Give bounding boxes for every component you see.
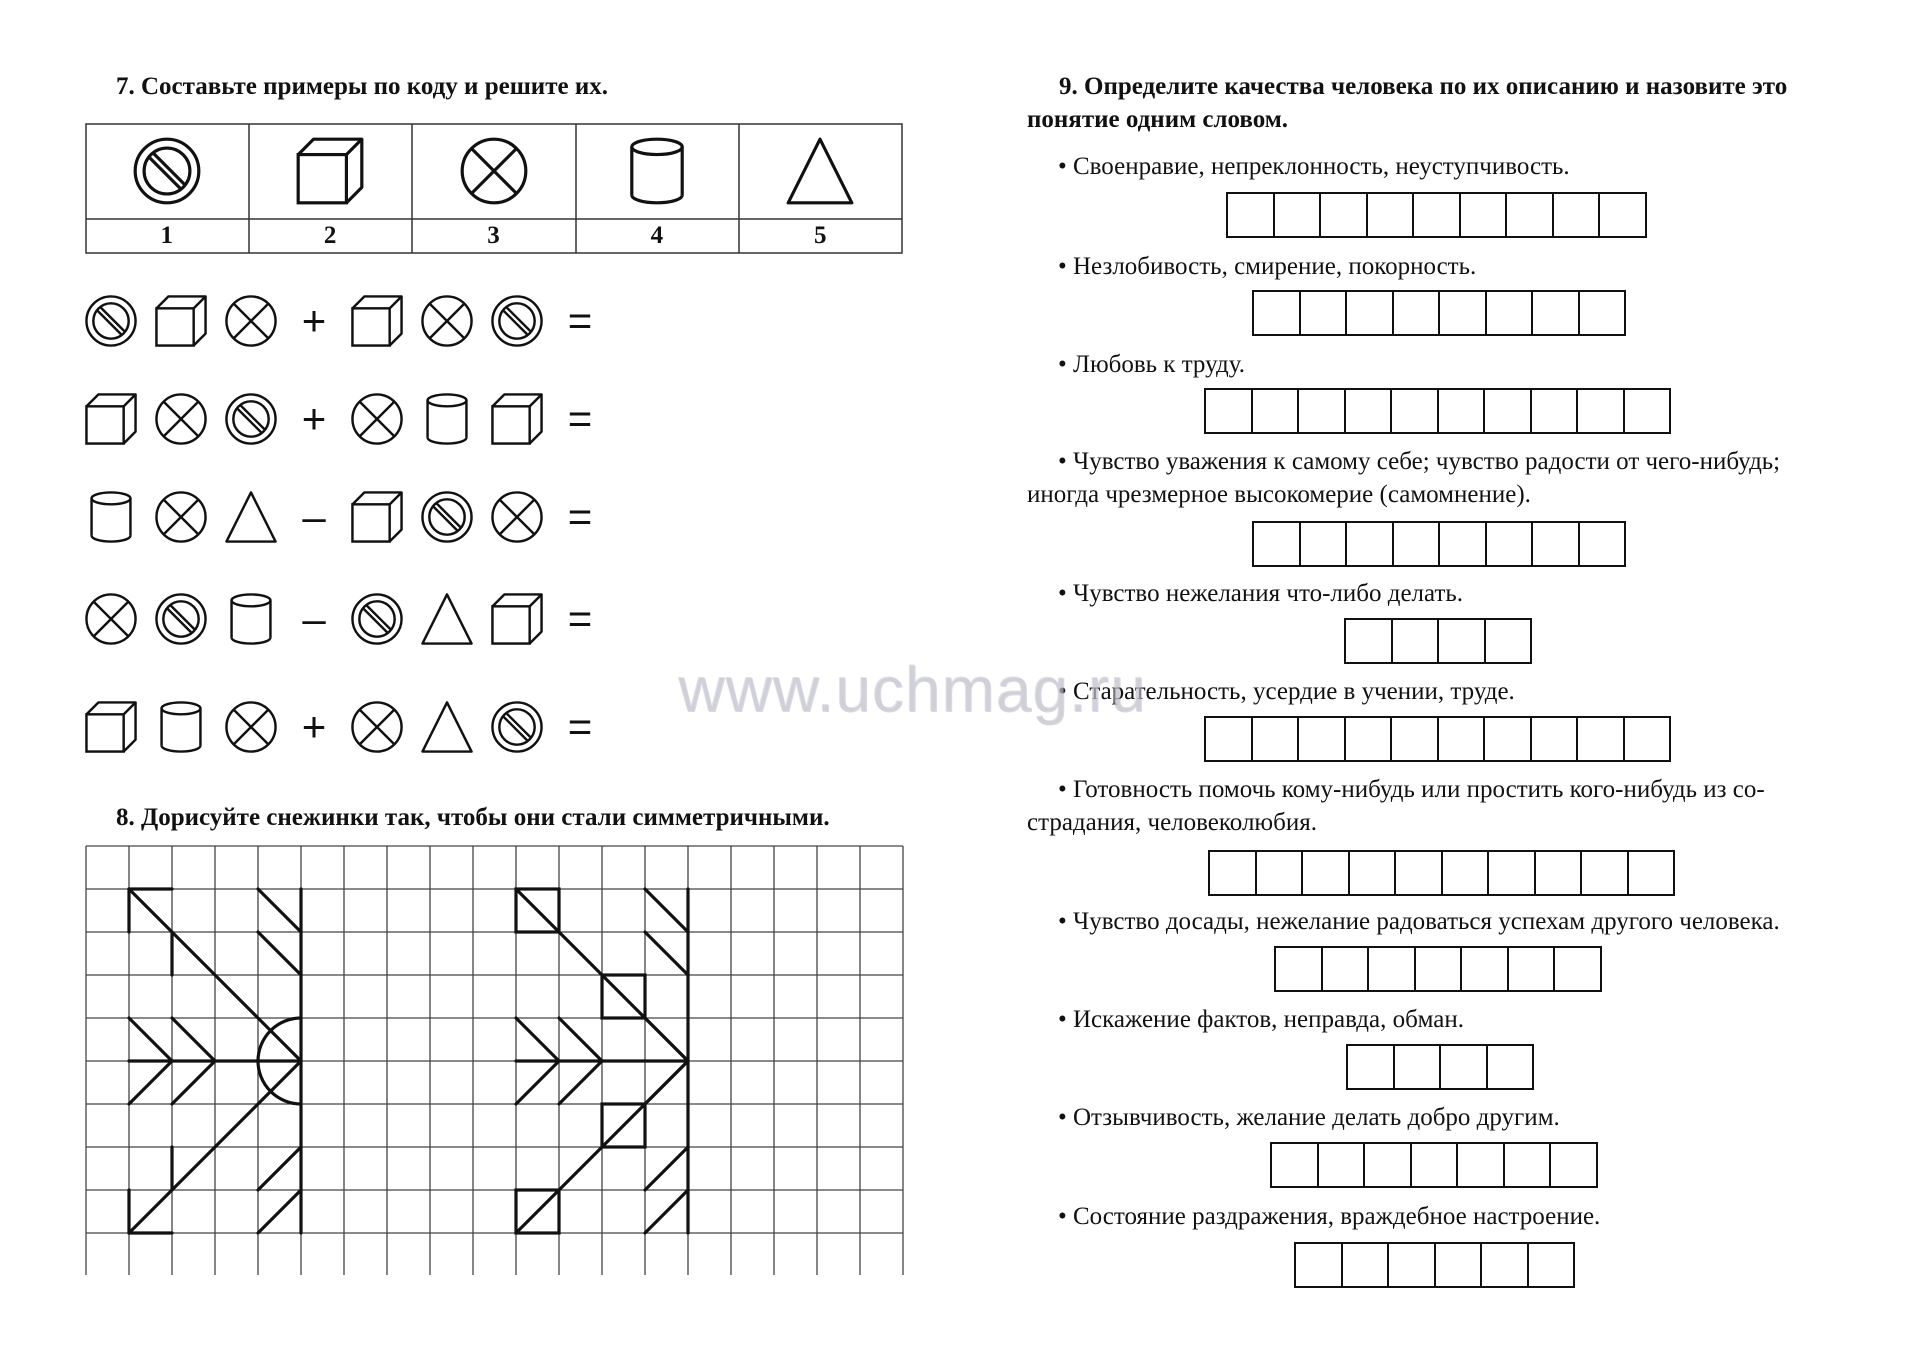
answer-cell[interactable] [1480,1242,1529,1288]
answer-cell[interactable] [1297,388,1346,434]
crossed-circle-icon [459,136,529,211]
equals-sign: = [567,595,593,642]
operator-sign: + [301,297,327,344]
example-row [84,592,644,652]
question-text: иногда чрезмерное высокомерие (самомнение). [1027,481,1531,508]
code-number: 4 [650,222,664,249]
answer-cell[interactable] [1627,850,1676,896]
answer-cell[interactable] [1251,388,1300,434]
answer-cell[interactable] [1391,618,1440,664]
question-text: • Отзывчивость, желание делать добро другим. [1058,1104,1560,1131]
answer-cells [1204,388,1671,434]
answer-cell[interactable] [1366,192,1415,238]
answer-cell[interactable] [1527,1242,1576,1288]
answer-cell[interactable] [1507,946,1556,992]
answer-cell[interactable] [1438,521,1487,567]
answer-cell[interactable] [1549,1142,1598,1188]
answer-cell[interactable] [1390,716,1439,762]
answer-cells [1252,290,1626,336]
cube-icon [295,136,365,211]
answer-cell[interactable] [1341,1242,1390,1288]
example-row [84,490,644,550]
answer-cell[interactable] [1485,290,1534,336]
answer-cell[interactable] [1321,946,1370,992]
answer-cell[interactable] [1204,716,1253,762]
answer-cell[interactable] [1387,1242,1436,1288]
answer-cells [1208,850,1675,896]
answer-cell[interactable] [1394,850,1443,896]
equals-sign: = [567,395,593,442]
answer-cell[interactable] [1483,388,1532,434]
answer-cells [1344,618,1532,664]
answer-cell[interactable] [1319,192,1368,238]
answer-cells [1204,716,1671,762]
question-text: • Готовность помочь кому-нибудь или простить кого-нибудь из со- [1058,776,1765,803]
answer-cells [1274,946,1602,992]
question-text: • Искажение фактов, неправда, обман. [1058,1006,1464,1033]
answer-cell[interactable] [1251,716,1300,762]
question-text: • Незлобивость, смирение, покорность. [1058,253,1477,280]
answer-cell[interactable] [1578,290,1627,336]
code-number: 3 [487,222,500,249]
answer-cell[interactable] [1580,850,1629,896]
code-number: 5 [814,222,827,249]
answer-cell[interactable] [1414,946,1463,992]
banned-circle-icon [132,136,202,211]
answer-cells [1252,521,1626,567]
answer-cell[interactable] [1392,521,1441,567]
operator-sign: – [302,493,326,540]
answer-cell[interactable] [1412,192,1461,238]
answer-cell[interactable] [1301,850,1350,896]
answer-cell[interactable] [1393,1044,1442,1090]
answer-cell[interactable] [1623,388,1672,434]
question-text: • Любовь к труду. [1058,351,1245,378]
answer-cell[interactable] [1392,290,1441,336]
answer-cell[interactable] [1531,290,1580,336]
code-number: 1 [160,222,173,249]
answer-cell[interactable] [1576,716,1625,762]
question-text: • Чувство нежелания что-либо делать. [1058,580,1464,607]
answer-cell[interactable] [1255,850,1304,896]
example-row [84,392,644,452]
answer-cell[interactable] [1437,716,1486,762]
operator-sign: – [302,595,326,642]
task9-title-line2: понятие одним словом. [1027,106,1289,133]
answer-cell[interactable] [1410,1142,1459,1188]
answer-cell[interactable] [1344,388,1393,434]
answer-cell[interactable] [1441,850,1490,896]
triangle-icon [785,136,855,211]
example-row [84,700,644,760]
question-text: • Состояние раздражения, враждебное настроение. [1058,1203,1601,1230]
answer-cell[interactable] [1530,716,1579,762]
snowflake-grid [85,845,905,1280]
answer-cell[interactable] [1344,618,1393,664]
equals-sign: = [567,297,593,344]
code-table [85,123,903,254]
task7-title: 7. Составьте примеры по коду и решите их. [116,73,608,100]
answer-cell[interactable] [1345,521,1394,567]
question-text: страдания, человеколюбия. [1027,809,1317,836]
equals-sign: = [567,493,593,540]
answer-cell[interactable] [1367,946,1416,992]
answer-cell[interactable] [1273,192,1322,238]
snowflake-drawing [85,845,905,1275]
operator-sign: + [301,703,327,750]
answer-cell[interactable] [1552,192,1601,238]
answer-cell[interactable] [1270,1142,1319,1188]
answer-cell[interactable] [1434,1242,1483,1288]
answer-cell[interactable] [1485,521,1534,567]
cylinder-icon [622,136,692,211]
question-text: • Чувство досады, нежелание радоваться успехам другого человека. [1058,908,1780,935]
answer-cell[interactable] [1252,521,1301,567]
question-text: • Своенравие, непреклонность, неуступчивость. [1058,153,1570,180]
question-text: • Старательность, усердие в учении, труде. [1058,678,1515,705]
answer-cell[interactable] [1346,1044,1395,1090]
task9-title-line1: 9. Определите качества человека по их описанию и назовите это [1059,73,1788,100]
answer-cell[interactable] [1345,290,1394,336]
answer-cells [1270,1142,1598,1188]
answer-cell[interactable] [1348,850,1397,896]
answer-cell[interactable] [1531,521,1580,567]
answer-cell[interactable] [1456,1142,1505,1188]
watermark: www.uchmag.ru [678,653,1147,725]
answer-cell[interactable] [1553,946,1602,992]
answer-cell[interactable] [1344,716,1393,762]
answer-cell[interactable] [1487,850,1536,896]
code-number: 2 [323,222,337,249]
answer-cell[interactable] [1460,946,1509,992]
answer-cell[interactable] [1483,716,1532,762]
answer-cell[interactable] [1598,192,1647,238]
task8-title: 8. Дорисуйте снежинки так, чтобы они стали симметричными. [116,804,830,831]
answer-cell[interactable] [1437,618,1486,664]
answer-cell[interactable] [1459,192,1508,238]
answer-cell[interactable] [1294,1242,1343,1288]
answer-cell[interactable] [1530,388,1579,434]
answer-cell[interactable] [1438,290,1487,336]
answer-cell[interactable] [1297,716,1346,762]
answer-cell[interactable] [1252,290,1301,336]
answer-cell[interactable] [1204,388,1253,434]
operator-sign: + [301,395,327,442]
answer-cell[interactable] [1226,192,1275,238]
answer-cell[interactable] [1623,716,1672,762]
example-row [84,294,644,354]
answer-cell[interactable] [1439,1044,1488,1090]
answer-cell[interactable] [1299,521,1348,567]
answer-cell[interactable] [1274,946,1323,992]
answer-cell[interactable] [1486,1044,1535,1090]
answer-cell[interactable] [1437,388,1486,434]
answer-cell[interactable] [1484,618,1533,664]
question-text: • Чувство уважения к самому себе; чувство радости от чего-нибудь; [1058,448,1781,475]
answer-cells [1346,1044,1534,1090]
answer-cells [1226,192,1647,238]
answer-cell[interactable] [1503,1142,1552,1188]
answer-cell[interactable] [1505,192,1554,238]
equals-sign: = [567,703,593,750]
answer-cell[interactable] [1576,388,1625,434]
answer-cell[interactable] [1317,1142,1366,1188]
answer-cell[interactable] [1363,1142,1412,1188]
answer-cell[interactable] [1208,850,1257,896]
answer-cells [1294,1242,1575,1288]
answer-cell[interactable] [1390,388,1439,434]
answer-cell[interactable] [1578,521,1627,567]
answer-cell[interactable] [1299,290,1348,336]
answer-cell[interactable] [1534,850,1583,896]
